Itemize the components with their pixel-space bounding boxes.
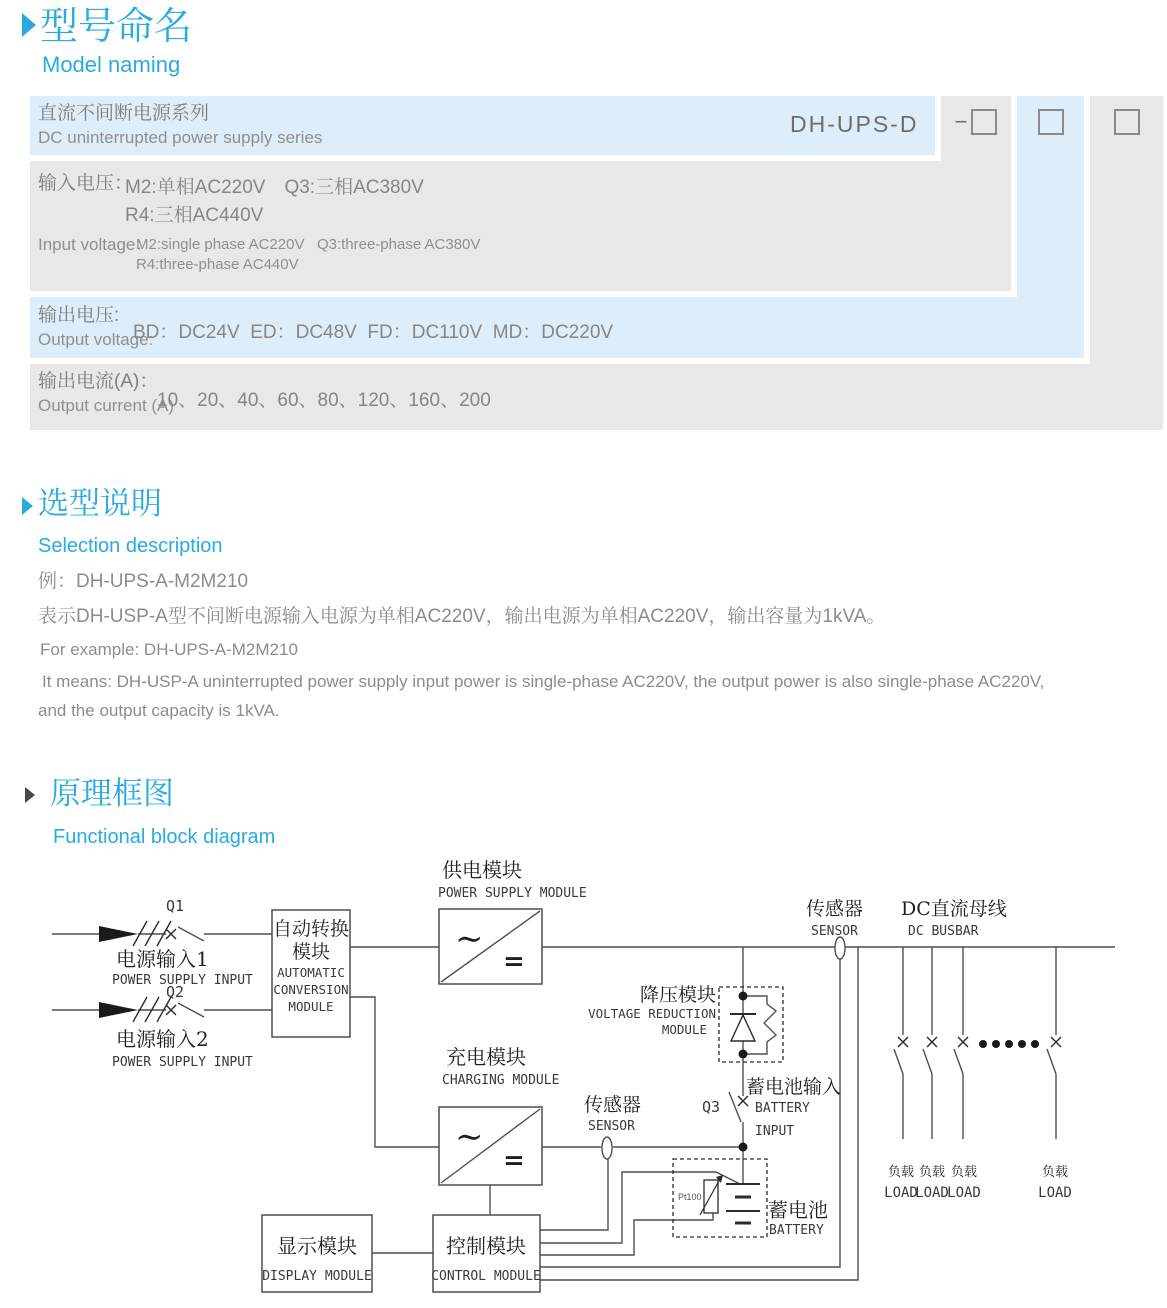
selection-meaning-en-2: and the output capacity is 1kVA. <box>38 701 280 720</box>
breaker-symbols <box>99 921 1061 1106</box>
battery-input-label-en1: BATTERY <box>755 1101 810 1116</box>
pt100-sensor-icon <box>704 1180 718 1213</box>
output-voltage-label-en: Output voltage: <box>38 330 154 349</box>
q2-label: Q2 <box>166 983 185 1001</box>
q1-label: Q1 <box>166 897 185 915</box>
model-code: DH-UPS-D <box>790 111 919 137</box>
charging-sensor-label-cn: 传感器 <box>584 1094 642 1116</box>
input2-label-cn: 电源输入2 <box>116 1027 209 1051</box>
section2-title: 选型说明 <box>38 486 162 521</box>
input2-label-en: POWER SUPPLY INPUT <box>112 1055 253 1070</box>
selection-example-cn: 例：DH-UPS-A-M2M210 <box>38 571 249 592</box>
load-label-en: LOAD <box>915 1185 949 1201</box>
load-label-en: LOAD <box>884 1185 918 1201</box>
ellipsis-dot <box>1018 1040 1026 1048</box>
table-row-output-voltage <box>30 297 1084 358</box>
output-current-label-en: Output current (A) <box>38 396 175 415</box>
pt100-label: Pt100 <box>678 1192 702 1202</box>
bus-sensor-icon <box>835 937 845 959</box>
power-supply-module-label-cn: 供电模块 <box>442 858 522 882</box>
control-module-label-cn: 控制模块 <box>446 1234 526 1258</box>
junction-dot <box>739 992 748 1001</box>
bus-sensor-label-en: SENSOR <box>811 924 858 939</box>
table-row-output-current <box>30 364 1163 430</box>
charging-sensor-icon <box>602 1137 612 1159</box>
series-label-cn: 直流不间断电源系列 <box>38 103 210 124</box>
control-module-label-en: CONTROL MODULE <box>431 1269 541 1284</box>
output-voltage-label-cn: 输出电压: <box>38 305 120 326</box>
input1-label-cn: 电源输入1 <box>116 947 209 971</box>
input2-arrow-icon <box>99 1002 138 1018</box>
ellipsis-dot <box>992 1040 1000 1048</box>
load-label-en: LOAD <box>1038 1185 1072 1201</box>
conversion-module-label-cn1: 自动转换 <box>272 918 350 940</box>
input-voltage-value-en-1: M2:single phase AC220V Q3:three-phase AC380V <box>136 236 481 253</box>
input1-arrow-icon <box>99 926 138 942</box>
ellipsis-dot <box>979 1040 987 1048</box>
bus-sensor-label-cn: 传感器 <box>806 898 864 920</box>
ellipsis-dot <box>1005 1040 1013 1048</box>
dc-symbol: = <box>503 1146 525 1176</box>
input-voltage-value-en-2: R4:three-phase AC440V <box>136 256 299 273</box>
charging-sensor-label-en: SENSOR <box>588 1119 635 1134</box>
battery-label-en: BATTERY <box>769 1223 824 1238</box>
suffix-dash: − <box>954 109 968 134</box>
dc-busbar-label-cn: DC直流母线 <box>901 898 1007 920</box>
conversion-module-label-en3: MODULE <box>288 999 334 1014</box>
input-voltage-value-cn-1: M2:单相AC220V Q3:三相AC380V <box>125 177 424 198</box>
ac-symbol: ∼ <box>455 1117 484 1157</box>
input-voltage-label-cn: 输入电压： <box>38 173 134 194</box>
conversion-module-label-cn2: 模块 <box>291 941 331 963</box>
voltage-reduction-label-cn: 降压模块 <box>639 984 716 1006</box>
voltage-reduction-module-box <box>719 987 783 1062</box>
table-row-series <box>30 96 935 155</box>
battery-input-label-en2: INPUT <box>755 1124 795 1139</box>
input-voltage-label-en: Input voltage： <box>38 235 153 254</box>
placeholder-box-icon <box>1114 109 1140 135</box>
series-label-en: DC uninterrupted power supply series <box>38 128 323 147</box>
load-label-cn: 负载 <box>950 1165 978 1180</box>
section2-subtitle: Selection description <box>38 535 223 557</box>
placeholder-box-icon <box>971 109 997 135</box>
voltage-reduction-label-en1: VOLTAGE REDUCTION <box>588 1006 716 1021</box>
charging-module-label-cn: 充电模块 <box>446 1045 526 1069</box>
charging-module-label-en: CHARGING MODULE <box>442 1073 560 1088</box>
junction-dot <box>739 1143 748 1152</box>
diode-icon <box>731 1015 755 1041</box>
selection-example-en: For example: DH-UPS-A-M2M210 <box>40 640 298 659</box>
ellipsis-dot <box>1031 1040 1039 1048</box>
diagram-labels <box>112 858 1072 1284</box>
load-label-cn: 负载 <box>887 1165 915 1180</box>
junction-dot <box>739 1050 748 1059</box>
output-voltage-value: BD：DC24V ED：DC48V FD：DC110V MD：DC220V <box>133 322 614 343</box>
q3-label: Q3 <box>702 1098 721 1116</box>
voltage-reduction-label-en2: MODULE <box>661 1022 707 1037</box>
section3-subtitle: Functional block diagram <box>53 826 276 848</box>
ac-symbol: ∼ <box>455 919 484 959</box>
dc-symbol: = <box>503 947 525 977</box>
output-current-value: 10、20、40、60、80、120、160、200 <box>157 390 491 411</box>
section-arrow-icon <box>22 497 33 515</box>
load-label-cn: 负载 <box>1041 1165 1069 1180</box>
placeholder-box-icon <box>1038 109 1064 135</box>
conversion-module-label-en2: CONVERSION <box>273 982 349 997</box>
output-current-label-cn: 输出电流(A)： <box>38 371 159 392</box>
power-supply-module-label-en: POWER SUPPLY MODULE <box>438 886 587 901</box>
selection-meaning-cn: 表示DH-USP-A型不间断电源输入电源为单相AC220V，输出电源为单相AC220V，输出容量为1kVA。 <box>38 606 886 627</box>
section3-title: 原理框图 <box>50 776 174 811</box>
display-module-label-cn: 显示模块 <box>277 1234 357 1258</box>
section1-title: 型号命名 <box>40 6 193 48</box>
section-arrow-icon <box>25 787 35 803</box>
battery-input-label-cn: 蓄电池输入 <box>746 1076 842 1098</box>
input-voltage-value-cn-2: R4:三相AC440V <box>125 205 264 226</box>
load-label-en: LOAD <box>947 1185 981 1201</box>
load-label-cn: 负载 <box>918 1165 946 1180</box>
functional-block-diagram <box>0 848 1167 1308</box>
input1-label-en: POWER SUPPLY INPUT <box>112 973 253 988</box>
dc-busbar-label-en: DC BUSBAR <box>908 924 979 939</box>
display-module-label-en: DISPLAY MODULE <box>262 1269 372 1284</box>
selection-meaning-en-1: It means: DH-USP-A uninterrupted power supply input power is single-phase AC220V, the output power is also single-phase AC220V, <box>42 672 1045 691</box>
table-row-input-voltage <box>30 161 1011 291</box>
conversion-module-label-en1: AUTOMATIC <box>277 965 345 980</box>
battery-label-cn: 蓄电池 <box>768 1198 828 1222</box>
section-arrow-icon <box>22 13 36 37</box>
section1-subtitle: Model naming <box>42 52 181 77</box>
